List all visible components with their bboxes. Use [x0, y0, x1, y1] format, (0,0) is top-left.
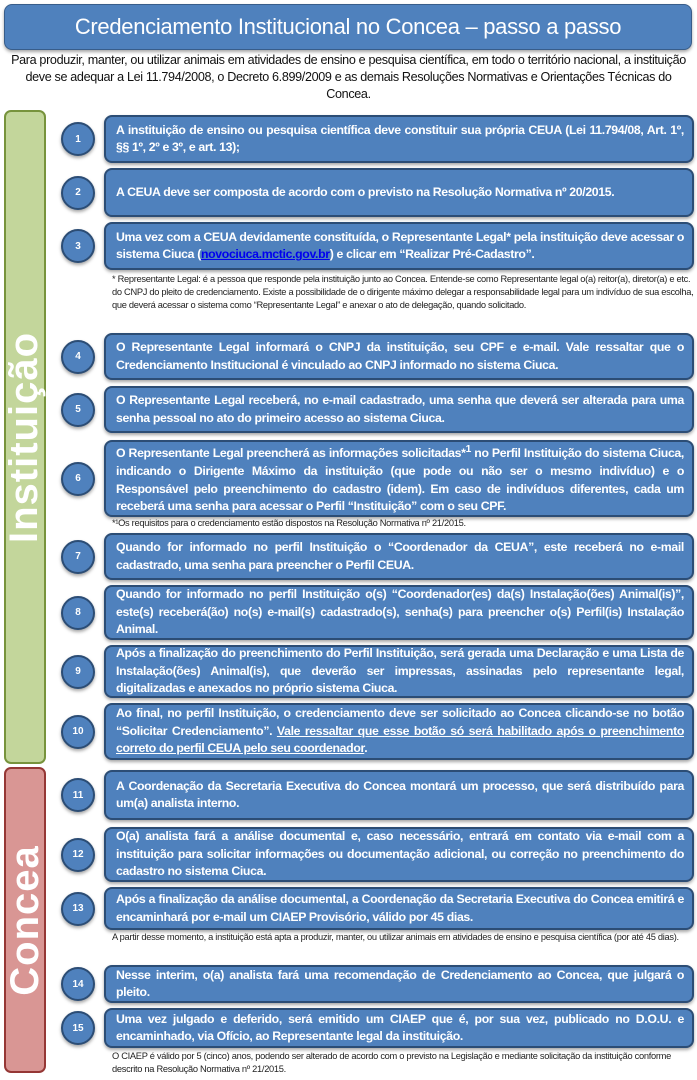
step-number: 6: [61, 462, 95, 496]
step-box: [104, 887, 694, 930]
step-box: [104, 585, 694, 640]
step-box: [104, 533, 694, 580]
text-segment: Nesse interim, o(a) analista fará uma recomendação de Credenciamento ao Concea, que julgará o pleito.: [116, 967, 684, 999]
text-segment: O(a) analista fará a análise documental e, caso necessário, entrará em contato via e-mail com a instituição para solicitar informações ou documentação adicional, ou correção no preenchimento do cadastro no sistema Ciuca.: [116, 829, 684, 879]
step-text: [116, 645, 684, 698]
step-number: 7: [61, 540, 95, 574]
section-concea: [4, 767, 46, 1073]
intro-text: Para produzir, manter, ou utilizar animais em atividades de ensino e pesquisa científica, em todo o território nacional, a instituição deve se adequar a Lei 11.794/2008, o Decreto 6.899/2009 e as demais Resoluções Normativas e Orientações Técnicas do Concea.: [11, 53, 686, 101]
section-label: Concea: [2, 844, 47, 996]
text-segment: O Representante Legal receberá, no e-mail cadastrado, uma senha que deverá ser alterada para uma senha pessoal no ato do primeiro acesso ao sistema Ciuca.: [116, 393, 684, 425]
step-note: O CIAEP é válido por 5 (cinco) anos, podendo ser alterado de acordo com o previsto na Legislação e mediante solicitação da instituição conforme descrito na Resolução Normativa nº 21/2015.: [112, 1051, 671, 1074]
step-text: [116, 441, 684, 515]
step-text: [116, 392, 684, 427]
text-segment: Uma vez com a CEUA devidamente constituída, o Representante Legal* pela instituição deve acessar o sistema Ciuca (: [116, 229, 684, 261]
step-text: [116, 891, 684, 926]
step-note: A partir desse momento, a instituição está apta a produzir, manter, ou utilizar animais em atividades de ensino e pesquisa científica (por até 45 dias).: [112, 932, 679, 942]
text-segment: A instituição de ensino ou pesquisa científica deve constituir sua própria CEUA (Lei 11.794/08, Art. 1º, §§ 1º, 2º e 3º, e art. 13);: [116, 122, 684, 154]
step-note: * Representante Legal: é a pessoa que responde pela instituição junto ao Concea. Entende-se como Representante legal o(a) reitor(a), diretor(a) e etc. do CNPJ do pleito de credenciamento. Existe a possibilidade de o dirigente máximo delegar a responsabilidade legal para um indivíduo de sua escolha, que deverá acessar o sistema como “Representante Legal” e anexar o ato de delegação, quando solicitado.: [112, 274, 694, 310]
step-number: 12: [61, 838, 95, 872]
step-note: *¹Os requisitos para o credenciamento estão dispostos na Resolução Normativa nº 21/2015.: [112, 518, 466, 528]
step-number: 1: [61, 122, 95, 156]
step-box: [104, 168, 694, 217]
step-text: [116, 184, 684, 202]
step-number: 14: [61, 967, 95, 1001]
step-box: [104, 703, 694, 760]
text-segment: Após a finalização da análise documental, a Coordenação da Secretaria Executiva do Concea emitirá e encaminhará por e-mail um CIAEP Provisório, válido por 45 dias.: [116, 892, 684, 924]
text-segment: no Perfil Instituição do sistema Ciuca, indicando o Dirigente Máximo da instituição (que pode ou não ser o mesmo indivíduo) e o Responsável pelo preenchimento do cadastro (idem). Em caso de indivíduos diferentes, cada um receberá uma senha para acessar o Perfil “Instituição” com o seu CPF.: [116, 446, 684, 514]
section-instituicao: [4, 110, 46, 764]
step-number: 13: [61, 892, 95, 926]
text-segment: .: [364, 741, 368, 756]
text-segment: O Representante Legal informará o CNPJ da instituição, seu CPF e e-mail. Vale ressaltar que o Credenciamento Institucional é vinculado ao CNPJ informado no sistema Ciuca.: [116, 340, 684, 372]
step-number: 3: [61, 229, 95, 263]
step-box: [104, 440, 694, 517]
text-segment: Ao final, no perfil Instituição, o credenciamento deve ser solicitado ao Concea clicando-se no botão “Solicitar Credenciamento”.: [116, 706, 684, 738]
step-text: [116, 339, 684, 374]
page-title: Credenciamento Institucional no Concea – passo a passo: [4, 4, 692, 50]
emphasis-text: Vale ressaltar que esse botão só será habilitado após o preenchimento correto do perfil CEUA pelo seu coordenador: [116, 723, 684, 756]
step-text: [116, 229, 684, 264]
step-box: [104, 770, 694, 820]
text-segment: O Representante Legal preencherá as informações solicitadas*: [116, 446, 466, 461]
step-number: 15: [61, 1011, 95, 1045]
text-segment: A Coordenação da Secretaria Executiva do Concea montará um processo, que será distribuído para um(a) analista interno.: [116, 778, 684, 810]
step-box: [104, 386, 694, 433]
step-text: [116, 539, 684, 574]
step-box: [104, 222, 694, 270]
text-segment: ) e clicar em “Realizar Pré-Cadastro”.: [329, 247, 535, 261]
footnote-mark: 1: [465, 444, 471, 456]
step-number: 8: [61, 596, 95, 630]
text-segment: Quando for informado no perfil Instituição o(s) “Coordenador(es) da(s) Instalação(ões) Animal(is)”, este(s) receberá(ão) no(s) e-mail(s) cadastrado(s), senha(s) para preencher o(s) Perfil(is) Instalação Animal.: [116, 587, 684, 637]
text-segment: Quando for informado no perfil Instituição o “Coordenador da CEUA”, este receberá no e-mail cadastrado, uma senha para preencher o Perfil CEUA.: [116, 540, 684, 572]
step-text: [116, 1011, 684, 1046]
step-text: [116, 967, 684, 1002]
text-segment: Após a finalização do preenchimento do Perfil Instituição, será gerada uma Declaração e uma Lista de Instalação(ões) Animal(is), que deverão ser impressas, assinadas pelo representante legal, digitalizadas e anexados no próprio sistema Ciuca.: [116, 646, 684, 696]
step-text: [116, 828, 684, 881]
step-box: [104, 115, 694, 163]
step-text: [116, 122, 684, 157]
step-number: 11: [61, 778, 95, 812]
step-number: 2: [61, 176, 95, 210]
step-text: [116, 778, 684, 813]
ciuca-link[interactable]: novociuca.mctic.gov.br: [200, 247, 330, 261]
step-box: [104, 827, 694, 882]
step-number: 5: [61, 393, 95, 427]
text-segment: Uma vez julgado e deferido, será emitido um CIAEP que é, por sua vez, publicado no D.O.U. e encaminhado, via Ofício, ao Representante legal da instituição.: [116, 1011, 684, 1043]
step-text: [116, 705, 684, 758]
section-label: Instituição: [2, 331, 47, 543]
step-box: [104, 333, 694, 380]
step-box: [104, 965, 694, 1003]
text-segment: A CEUA deve ser composta de acordo com o previsto na Resolução Normativa nº 20/2015.: [116, 184, 615, 199]
step-text: [116, 586, 684, 639]
step-box: [104, 645, 694, 698]
step-number: 9: [61, 655, 95, 689]
step-number: 10: [61, 715, 95, 749]
step-box: [104, 1008, 694, 1048]
step-number: 4: [61, 340, 95, 374]
